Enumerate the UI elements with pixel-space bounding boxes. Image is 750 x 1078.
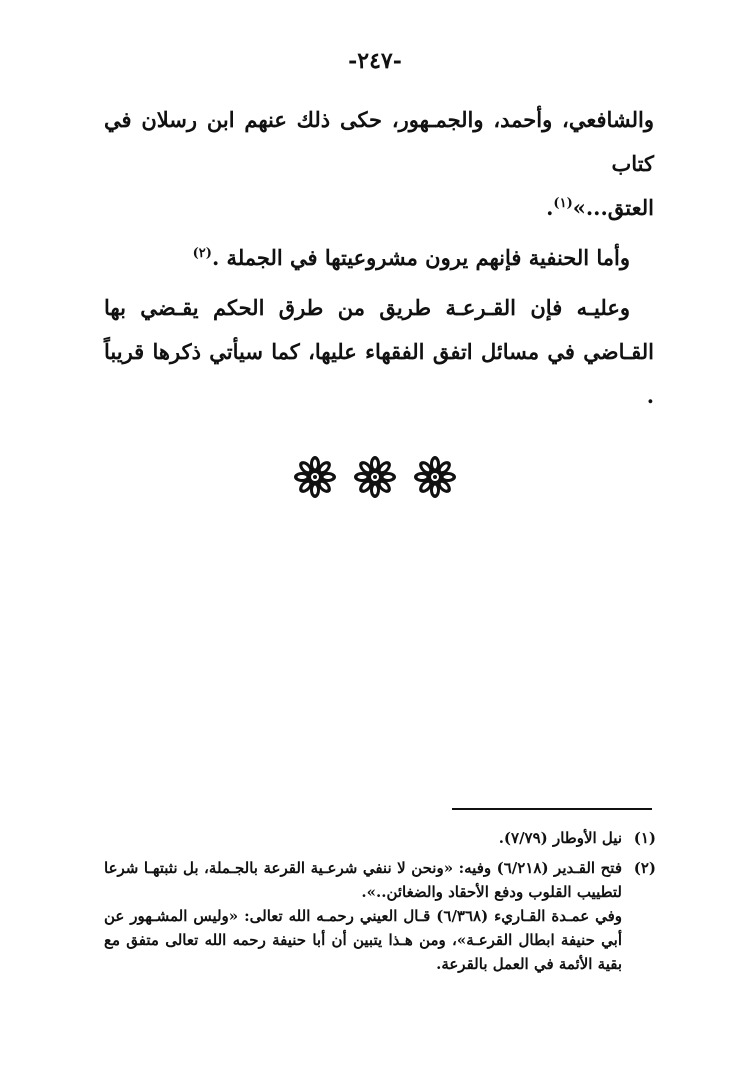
paragraph-2 — [104, 236, 654, 280]
footnote-number: (١) — [633, 829, 656, 847]
footnote-number: (٢) — [633, 859, 656, 877]
paragraph-1: والشافعي، وأحمد، والجمـهور، حكى ذلك عنهم ابن رسلان في كتاب العتق...»$^{(١)}$. — [104, 107, 654, 220]
page-number: -٢٤٧- — [348, 48, 402, 74]
footnote-separator — [452, 808, 652, 810]
paragraph-3: وعليـه فإن القـرعـة طريق من طرق الحكم يقـضي بها القـاضي في مسائل اتفق الفقهاء عليها، كما سيأتي ذكرها قريباً . — [104, 295, 654, 408]
flower-ornament-icon — [353, 455, 397, 499]
paragraph-2-text: وأما الحنفية فإنهم يرون مشروعيتها في الجملة . — [211, 245, 630, 270]
flower-ornament-icon — [293, 455, 337, 499]
footnote-text: وفي عمـدة القـاريء (٦/٣٦٨) قـال العيني رحمـه الله تعالى: «وليس المشـهور عن أبي حنيفة ابطال القرعـة»، ومن هـذا يتبين أن أبا حنيفة رحمه الله تعالى متفق مع بقية الأئمة في العمل بالقرعة. — [104, 907, 622, 973]
flower-ornament-icon — [413, 455, 457, 499]
footnote-text: فتح القـدير (٦/٢١٨) وفيه: «ونحن لا ننفي شرعـية القرعة بالجـملة، بل نثبتهـا شرعا لتطييب القلوب ودفع الأحقاد والضغائن..». — [104, 859, 622, 901]
footnote-body — [104, 856, 622, 976]
paragraph-1-line-1: والشافعي، وأحمد، والجمـهور، حكى ذلك عنهم ابن رسلان في كتاب — [104, 107, 654, 176]
footnote-2 — [104, 856, 656, 976]
footnote-ref-1: (١) — [553, 196, 573, 211]
footnote-ref-2: (٢) — [192, 246, 212, 261]
footnote-body — [104, 826, 622, 850]
section-divider-ornaments — [0, 455, 750, 499]
footnote-text: نيل الأوطار (٧/٧٩). — [498, 829, 622, 847]
footnote-1 — [104, 826, 656, 850]
footnotes — [104, 826, 656, 982]
main-text — [104, 98, 654, 418]
paragraph-1-line-2: العتق...» — [572, 195, 654, 220]
